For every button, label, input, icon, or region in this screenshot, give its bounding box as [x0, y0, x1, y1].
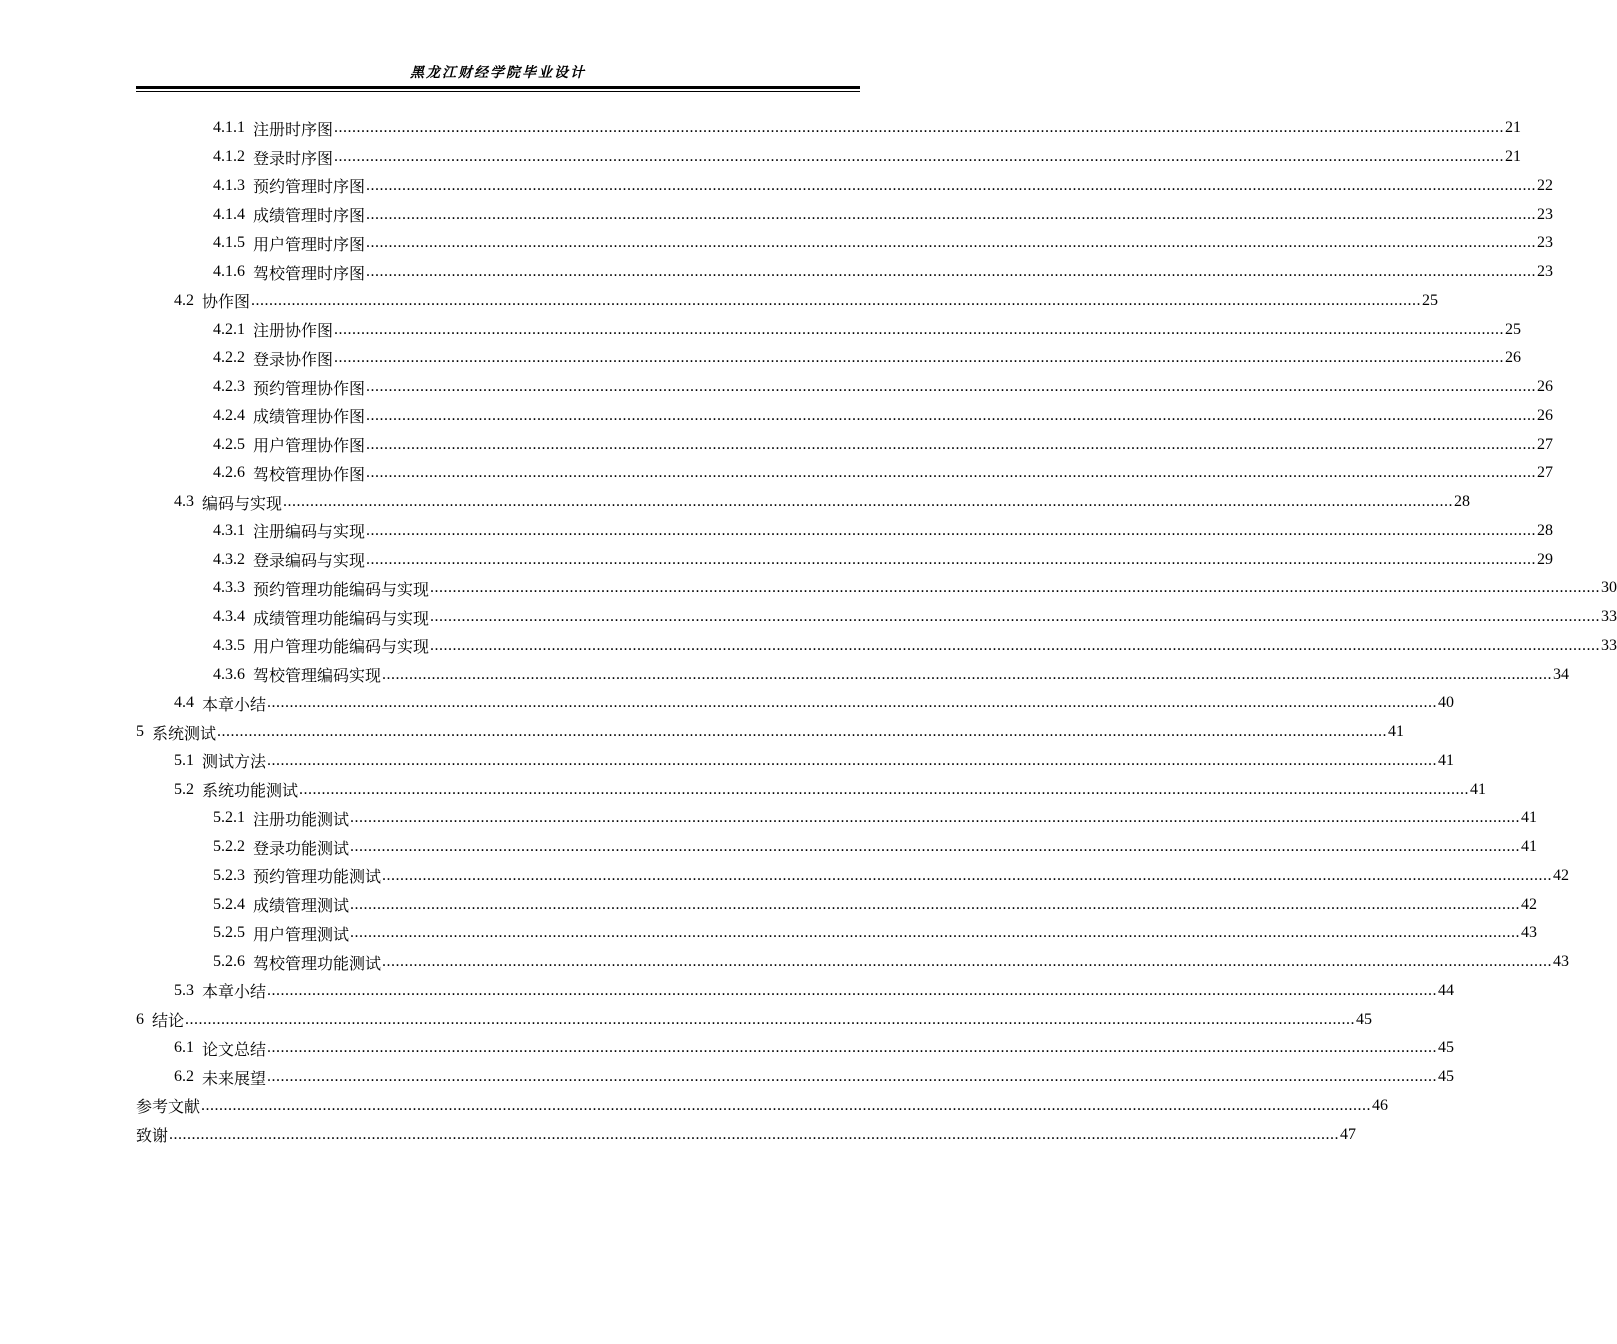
toc-entry-title: 用户管理测试: [253, 926, 350, 944]
toc-entry-number: 5.2: [174, 780, 194, 798]
toc-entry-number: 5.2.5: [213, 924, 245, 942]
toc-entry-number: 5.3: [174, 981, 194, 999]
toc-dot-leader: ....................................................................................................................................................................................................................................................................: [382, 665, 1553, 683]
toc-entry-number: 5.2.3: [213, 866, 245, 884]
toc-entry-page-number: 30: [1601, 579, 1617, 597]
toc-entry-gap: [245, 263, 253, 281]
toc-entry-gap: [245, 436, 253, 454]
toc-entry[interactable]: [0, 689, 1455, 718]
toc-entry-gap: [245, 119, 253, 137]
toc-dot-leader: ....................................................................................................................................................................................................................................................................: [430, 608, 1601, 626]
toc-entry-gap: [194, 1039, 202, 1057]
toc-entry-number: 5.2.6: [213, 953, 245, 971]
toc-entry[interactable]: [0, 804, 1538, 833]
toc-entry[interactable]: [0, 977, 1455, 1006]
toc-entry-page-number: 41: [1521, 809, 1538, 827]
toc-entry[interactable]: [0, 1092, 1389, 1121]
toc-entry-number: 5.2.4: [213, 895, 245, 913]
toc-dot-leader: ....................................................................................................................................................................................................................................................................: [334, 320, 1505, 338]
toc-entry-number: 6.1: [174, 1039, 194, 1057]
toc-dot-leader: ....................................................................................................................................................................................................................................................................: [334, 148, 1505, 166]
toc-entry[interactable]: [0, 430, 1554, 459]
toc-entry-gap: [245, 953, 253, 971]
toc-entry[interactable]: [0, 114, 1522, 143]
toc-dot-leader: ....................................................................................................................................................................................................................................................................: [366, 406, 1537, 424]
toc-entry-title: 驾校管理功能测试: [253, 955, 382, 973]
toc-entry-page-number: 28: [1537, 521, 1554, 539]
toc-dot-leader: ....................................................................................................................................................................................................................................................................: [217, 723, 1388, 741]
toc-entry-number: 4.3.4: [213, 608, 245, 626]
toc-entry-title: 预约管理功能编码与实现: [253, 581, 430, 599]
toc-entry-page-number: 40: [1438, 694, 1455, 712]
toc-entry-title: 预约管理功能测试: [253, 869, 382, 887]
toc-entry-gap: [245, 579, 253, 597]
toc-entry-title: 登录时序图: [253, 150, 334, 168]
toc-entry-gap: [245, 234, 253, 252]
toc-entry-gap: [194, 1068, 202, 1086]
toc-entry-title: 论文总结: [202, 1041, 267, 1059]
toc-entry-title: 成绩管理时序图: [253, 208, 366, 226]
toc-entry-page-number: 27: [1537, 464, 1554, 482]
toc-entry-page-number: 41: [1470, 780, 1487, 798]
toc-entry[interactable]: [0, 545, 1554, 574]
toc-entry-page-number: 33: [1601, 608, 1617, 626]
toc-entry-number: 5.2.1: [213, 809, 245, 827]
toc-entry-number: 4.3.1: [213, 521, 245, 539]
toc-dot-leader: ....................................................................................................................................................................................................................................................................: [366, 435, 1537, 453]
toc-entry-gap: [194, 493, 202, 511]
toc-dot-leader: ....................................................................................................................................................................................................................................................................: [267, 1068, 1438, 1086]
toc-entry-gap: [194, 694, 202, 712]
toc-entry-title: 系统测试: [152, 725, 217, 743]
toc-entry-page-number: 46: [1372, 1096, 1389, 1114]
toc-entry-page-number: 28: [1454, 493, 1471, 511]
toc-entry-title: 注册协作图: [253, 323, 334, 341]
toc-entry-gap: [245, 206, 253, 224]
toc-dot-leader: ....................................................................................................................................................................................................................................................................: [350, 809, 1521, 827]
toc-entry-number: 5.1: [174, 751, 194, 769]
toc-entry-number: 4.2.3: [213, 378, 245, 396]
toc-entry-title: 驾校管理时序图: [253, 265, 366, 283]
toc-dot-leader: ....................................................................................................................................................................................................................................................................: [366, 521, 1537, 539]
header-rule-thin: [136, 91, 860, 92]
toc-dot-leader: ....................................................................................................................................................................................................................................................................: [350, 895, 1521, 913]
toc-dot-leader: ....................................................................................................................................................................................................................................................................: [366, 205, 1537, 223]
toc-dot-leader: ....................................................................................................................................................................................................................................................................: [366, 263, 1537, 281]
toc-entry-gap: [144, 1011, 152, 1029]
toc-entry-page-number: 41: [1438, 751, 1455, 769]
toc-entry-gap: [245, 608, 253, 626]
toc-entry[interactable]: [0, 315, 1522, 344]
toc-entry-page-number: 25: [1505, 320, 1522, 338]
toc-dot-leader: ....................................................................................................................................................................................................................................................................: [430, 579, 1601, 597]
toc-entry-page-number: 45: [1438, 1039, 1455, 1057]
toc-entry-number: 4.1.1: [213, 119, 245, 137]
toc-entry-title: 驾校管理编码实现: [253, 668, 382, 686]
toc-entry-page-number: 33: [1601, 636, 1617, 654]
toc-entry-number: 4.3.6: [213, 665, 245, 683]
toc-entry-gap: [245, 407, 253, 425]
toc-entry-page-number: 25: [1422, 291, 1439, 309]
table-of-contents: [0, 114, 1617, 1149]
toc-entry[interactable]: [0, 143, 1522, 172]
toc-entry-number: 6.2: [174, 1068, 194, 1086]
toc-dot-leader: ....................................................................................................................................................................................................................................................................: [201, 1096, 1372, 1114]
toc-dot-leader: ....................................................................................................................................................................................................................................................................: [350, 838, 1521, 856]
toc-dot-leader: ....................................................................................................................................................................................................................................................................: [169, 1125, 1340, 1143]
toc-entry-gap: [245, 378, 253, 396]
toc-dot-leader: ....................................................................................................................................................................................................................................................................: [366, 176, 1537, 194]
toc-entry[interactable]: [0, 344, 1522, 373]
toc-dot-leader: ....................................................................................................................................................................................................................................................................: [334, 349, 1505, 367]
toc-entry-title: 系统功能测试: [202, 783, 299, 801]
toc-entry-page-number: 21: [1505, 148, 1522, 166]
toc-dot-leader: ....................................................................................................................................................................................................................................................................: [382, 866, 1553, 884]
toc-entry-number: 4.2.5: [213, 435, 245, 453]
toc-entry-title: 协作图: [202, 294, 251, 312]
toc-entry-gap: [245, 924, 253, 942]
toc-entry[interactable]: [0, 517, 1554, 546]
toc-entry[interactable]: [0, 200, 1554, 229]
toc-entry-title: 注册时序图: [253, 121, 334, 139]
toc-entry-title: 预约管理协作图: [253, 380, 366, 398]
toc-entry[interactable]: [0, 1034, 1455, 1063]
toc-dot-leader: ....................................................................................................................................................................................................................................................................: [267, 981, 1438, 999]
toc-entry-page-number: 44: [1438, 981, 1455, 999]
toc-dot-leader: ....................................................................................................................................................................................................................................................................: [299, 780, 1470, 798]
toc-entry-gap: [245, 522, 253, 540]
toc-entry[interactable]: [0, 1063, 1455, 1092]
toc-entry-title: 用户管理功能编码与实现: [253, 639, 430, 657]
toc-entry-title: 登录编码与实现: [253, 553, 366, 571]
toc-entry-number: 4.1.4: [213, 205, 245, 223]
toc-entry-title: 测试方法: [202, 754, 267, 772]
toc-entry-gap: [245, 148, 253, 166]
toc-entry-gap: [245, 666, 253, 684]
toc-entry[interactable]: [0, 948, 1570, 977]
toc-entry-gap: [245, 177, 253, 195]
toc-entry-title: 结论: [152, 1013, 185, 1031]
toc-entry[interactable]: [0, 660, 1570, 689]
toc-entry-page-number: 23: [1537, 263, 1554, 281]
toc-entry-gap: [194, 752, 202, 770]
toc-entry-gap: [245, 896, 253, 914]
toc-entry-title: 成绩管理测试: [253, 898, 350, 916]
toc-entry-title: 参考文献: [136, 1099, 201, 1117]
toc-dot-leader: ....................................................................................................................................................................................................................................................................: [366, 550, 1537, 568]
toc-entry-title: 注册功能测试: [253, 811, 350, 829]
toc-entry-number: 4.1.2: [213, 148, 245, 166]
toc-entry[interactable]: [0, 172, 1554, 201]
toc-entry-title: 预约管理时序图: [253, 179, 366, 197]
toc-dot-leader: ....................................................................................................................................................................................................................................................................: [251, 291, 1422, 309]
toc-entry-page-number: 41: [1388, 723, 1405, 741]
toc-entry-page-number: 41: [1521, 838, 1538, 856]
toc-entry-gap: [245, 838, 253, 856]
toc-entry-gap: [245, 867, 253, 885]
toc-dot-leader: ....................................................................................................................................................................................................................................................................: [366, 234, 1537, 252]
page-header-title: 黑龙江财经学院毕业设计: [410, 65, 586, 81]
toc-entry-page-number: 27: [1537, 435, 1554, 453]
toc-entry[interactable]: [0, 890, 1538, 919]
toc-dot-leader: ....................................................................................................................................................................................................................................................................: [267, 694, 1438, 712]
toc-entry-gap: [245, 551, 253, 569]
toc-entry[interactable]: [0, 833, 1538, 862]
toc-entry[interactable]: [0, 775, 1487, 804]
toc-entry-page-number: 43: [1553, 953, 1570, 971]
toc-entry-page-number: 47: [1340, 1125, 1357, 1143]
toc-entry-gap: [245, 637, 253, 655]
toc-entry-number: 4.3.2: [213, 550, 245, 568]
toc-entry-number: 5.2.2: [213, 838, 245, 856]
toc-entry-number: 4.2.4: [213, 406, 245, 424]
toc-entry-page-number: 45: [1356, 1010, 1373, 1028]
toc-entry[interactable]: [0, 488, 1471, 517]
toc-entry[interactable]: [0, 258, 1554, 287]
toc-entry-number: 4.2.1: [213, 320, 245, 338]
toc-entry-page-number: 26: [1505, 349, 1522, 367]
toc-entry[interactable]: [0, 373, 1554, 402]
toc-entry-number: 4.1.3: [213, 176, 245, 194]
toc-entry-title: 致谢: [136, 1128, 169, 1146]
toc-entry-title: 本章小结: [202, 696, 267, 714]
toc-entry-page-number: 45: [1438, 1068, 1455, 1086]
toc-entry-page-number: 21: [1505, 119, 1522, 137]
toc-entry-page-number: 22: [1537, 176, 1554, 194]
toc-entry-number: 4.4: [174, 694, 194, 712]
toc-dot-leader: ....................................................................................................................................................................................................................................................................: [382, 953, 1553, 971]
toc-entry-gap: [194, 292, 202, 310]
toc-entry-page-number: 42: [1553, 866, 1570, 884]
toc-entry[interactable]: [0, 862, 1570, 891]
toc-entry-page-number: 26: [1537, 406, 1554, 424]
toc-entry[interactable]: [0, 919, 1538, 948]
toc-dot-leader: ....................................................................................................................................................................................................................................................................: [366, 464, 1537, 482]
toc-entry-title: 登录功能测试: [253, 840, 350, 858]
toc-entry[interactable]: [0, 718, 1405, 747]
toc-entry-gap: [144, 723, 152, 741]
toc-dot-leader: ....................................................................................................................................................................................................................................................................: [185, 1010, 1356, 1028]
toc-dot-leader: ....................................................................................................................................................................................................................................................................: [350, 924, 1521, 942]
toc-entry-title: 成绩管理协作图: [253, 409, 366, 427]
toc-entry[interactable]: [0, 1005, 1373, 1034]
toc-entry-number: 5: [136, 723, 144, 741]
toc-entry-page-number: 26: [1537, 378, 1554, 396]
toc-entry-gap: [245, 464, 253, 482]
toc-entry-title: 未来展望: [202, 1070, 267, 1088]
toc-entry-page-number: 23: [1537, 234, 1554, 252]
toc-entry-gap: [245, 809, 253, 827]
toc-entry[interactable]: [0, 402, 1554, 431]
toc-entry-page-number: 34: [1553, 665, 1570, 683]
toc-dot-leader: ....................................................................................................................................................................................................................................................................: [267, 1039, 1438, 1057]
toc-entry-title: 编码与实现: [202, 495, 283, 513]
toc-dot-leader: ....................................................................................................................................................................................................................................................................: [366, 378, 1537, 396]
toc-entry-number: 6: [136, 1010, 144, 1028]
toc-entry[interactable]: [0, 574, 1617, 603]
toc-entry-gap: [245, 321, 253, 339]
toc-entry-page-number: 42: [1521, 895, 1538, 913]
toc-entry-number: 4.1.6: [213, 263, 245, 281]
toc-entry-gap: [194, 781, 202, 799]
header-rule-thick: [136, 86, 860, 89]
toc-entry-number: 4.2: [174, 291, 194, 309]
toc-entry-title: 用户管理时序图: [253, 236, 366, 254]
toc-entry[interactable]: [0, 459, 1554, 488]
toc-entry[interactable]: [0, 1120, 1357, 1149]
toc-entry[interactable]: [0, 632, 1617, 661]
toc-entry-title: 成绩管理功能编码与实现: [253, 610, 430, 628]
toc-dot-leader: ....................................................................................................................................................................................................................................................................: [267, 751, 1438, 769]
toc-entry-page-number: 29: [1537, 550, 1554, 568]
toc-entry-title: 注册编码与实现: [253, 524, 366, 542]
toc-entry[interactable]: [0, 603, 1617, 632]
toc-entry-number: 4.2.2: [213, 349, 245, 367]
toc-dot-leader: ....................................................................................................................................................................................................................................................................: [334, 119, 1505, 137]
toc-entry-gap: [194, 982, 202, 1000]
toc-entry-title: 登录协作图: [253, 351, 334, 369]
toc-entry-page-number: 23: [1537, 205, 1554, 223]
toc-dot-leader: ....................................................................................................................................................................................................................................................................: [283, 493, 1454, 511]
toc-entry-title: 用户管理协作图: [253, 438, 366, 456]
toc-entry[interactable]: [0, 287, 1439, 316]
toc-entry[interactable]: [0, 747, 1455, 776]
toc-dot-leader: ....................................................................................................................................................................................................................................................................: [430, 636, 1601, 654]
toc-entry-title: 本章小结: [202, 984, 267, 1002]
toc-entry[interactable]: [0, 229, 1554, 258]
toc-entry-number: 4.3.3: [213, 579, 245, 597]
toc-entry-gap: [245, 349, 253, 367]
toc-entry-title: 驾校管理协作图: [253, 466, 366, 484]
toc-entry-number: 4.2.6: [213, 464, 245, 482]
toc-entry-page-number: 43: [1521, 924, 1538, 942]
toc-entry-number: 4.3.5: [213, 636, 245, 654]
toc-entry-number: 4.3: [174, 493, 194, 511]
toc-entry-number: 4.1.5: [213, 234, 245, 252]
